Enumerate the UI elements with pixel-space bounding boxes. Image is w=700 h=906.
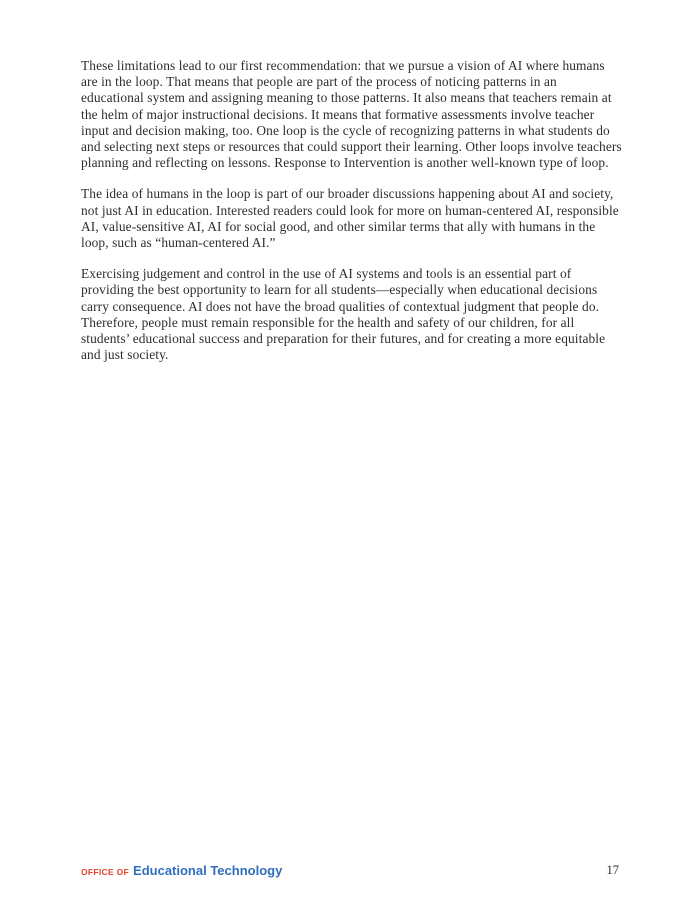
logo-educational-technology-text: Educational Technology	[133, 863, 283, 878]
paragraph-judgement-control: Exercising judgement and control in the use of AI systems and tools is an essential part of providing the best opportunity to learn for all students—especially when educational decisions carry consequence. AI does not have the broad qualities of contextual judgment that people do. Therefore, people must remain responsible for the health and safety of our children, for all students’ educational success and preparation for their futures, and for creating a more equitable and just society.	[81, 266, 606, 363]
page-number: 17	[606, 863, 619, 877]
paragraph-broader-discussions: The idea of humans in the loop is part of our broader discussions happening about AI and society, not just AI in education. Interested readers could look for more on human-centered AI, responsible AI, value-sensitive AI, AI for social good, and other similar terms that ally with humans in the loop, such as “human-centered AI.”	[81, 186, 619, 251]
oet-logo	[81, 863, 282, 878]
paragraph-humans-in-loop: These limitations lead to our first recommendation: that we pursue a vision of AI where humans are in the loop. That means that people are part of the process of noticing patterns in an educational system and assigning meaning to those patterns. It also means that teachers remain at the helm of major instructional decisions. It means that formative assessments involve teacher input and decision making, too. One loop is the cycle of recognizing patterns in what students do and selecting next steps or resources that could support their learning. Other loops involve teachers planning and reflecting on lessons. Response to Intervention is another well-known type of loop.	[81, 58, 622, 171]
body-text	[81, 58, 623, 378]
page-footer	[0, 858, 700, 878]
logo-office-of-text: OFFICE OF	[81, 867, 130, 877]
